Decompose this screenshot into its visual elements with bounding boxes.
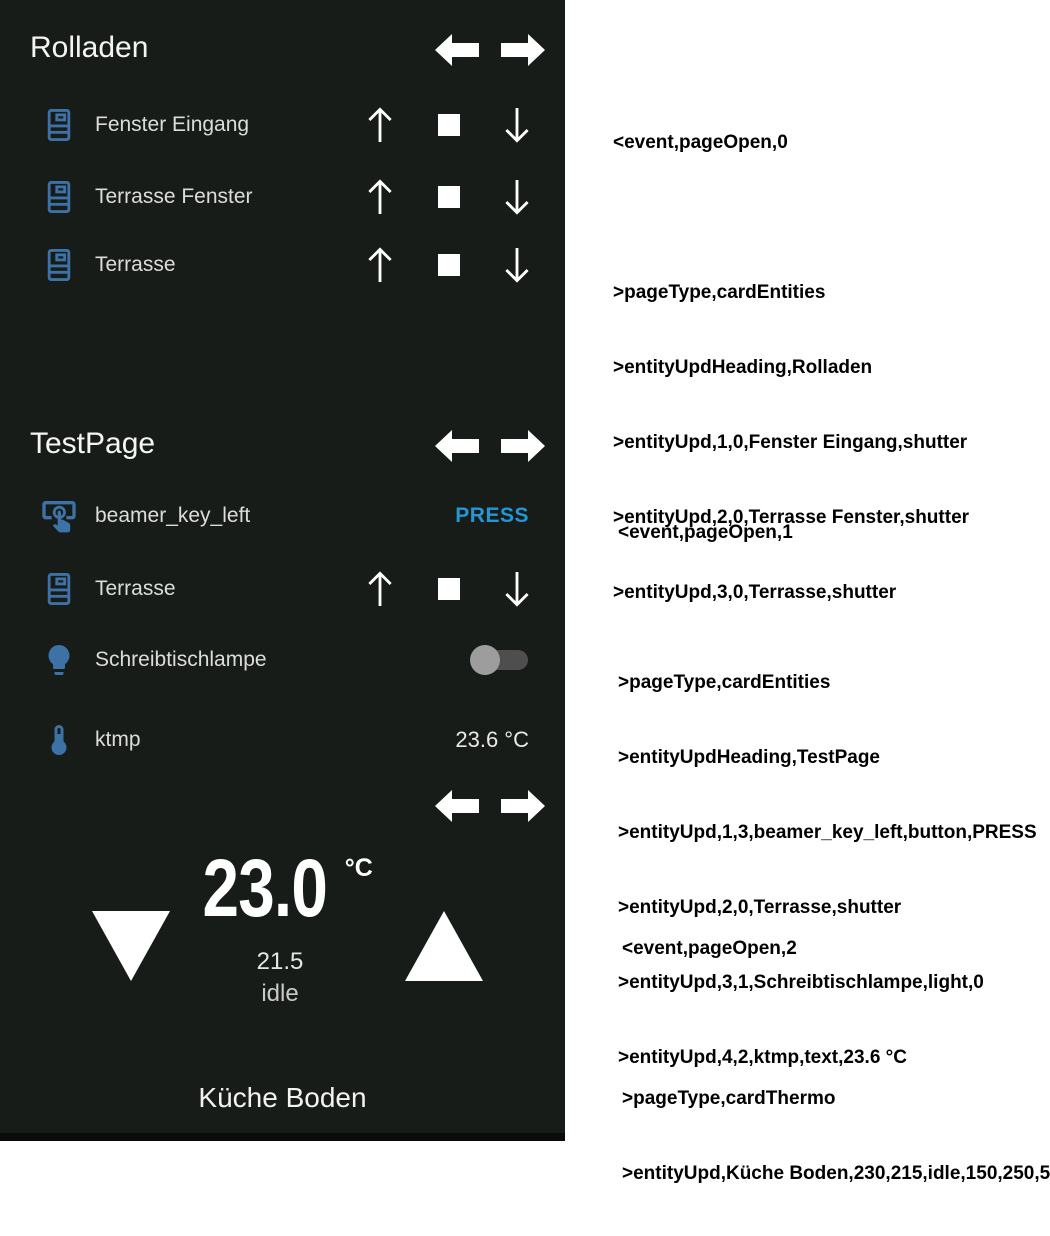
window-shutter-icon <box>40 106 78 144</box>
stop-icon <box>438 186 460 208</box>
page-prev-button[interactable] <box>435 31 479 69</box>
screen-bottom-edge <box>0 1133 565 1141</box>
stop-icon <box>438 114 460 136</box>
entity-name: Schreibtischlampe <box>95 648 267 671</box>
arrow-left-icon <box>435 787 479 825</box>
toggle-knob <box>470 645 500 675</box>
page-prev-button[interactable] <box>435 787 479 825</box>
arrow-down-icon <box>500 177 534 217</box>
log-line <box>618 595 1037 620</box>
stop-icon <box>438 254 460 276</box>
shutter-up-button[interactable] <box>360 104 400 146</box>
thermometer-icon <box>40 721 78 759</box>
log-line: >entityUpd,1,0,Fenster Eingang,shutter <box>613 432 968 453</box>
entity-name: Terrasse Fenster <box>95 185 253 208</box>
card-testpage <box>0 396 565 770</box>
arrow-right-icon <box>501 427 545 465</box>
shutter-stop-button[interactable] <box>429 244 469 286</box>
arrow-down-icon <box>500 569 534 609</box>
log-line: <event,pageOpen,1 <box>618 522 793 543</box>
entity-row <box>0 102 565 148</box>
hvac-state: idle <box>261 980 299 1007</box>
log-line: >pageType,cardThermo <box>622 1088 836 1109</box>
shutter-down-button[interactable] <box>497 244 537 286</box>
entity-row <box>0 242 565 288</box>
arrow-down-icon <box>500 245 534 285</box>
shutter-stop-button[interactable] <box>429 568 469 610</box>
arrow-right-icon <box>501 31 545 69</box>
page-title: Rolladen <box>30 31 149 64</box>
page-nav <box>435 31 545 69</box>
page-next-button[interactable] <box>501 31 545 69</box>
log-line: >pageType,cardEntities <box>618 672 831 693</box>
arrow-left-icon <box>435 427 479 465</box>
log-line: >entityUpd,3,0,Terrasse,shutter <box>613 582 897 603</box>
target-temperature: 21.5 <box>256 948 304 975</box>
arrow-up-icon <box>363 177 397 217</box>
entity-name: Fenster Eingang <box>95 113 250 136</box>
page-next-button[interactable] <box>501 427 545 465</box>
arrow-up-icon <box>363 105 397 145</box>
log-line: >entityUpd,2,0,Terrasse,shutter <box>618 897 902 918</box>
shutter-stop-button[interactable] <box>429 104 469 146</box>
window-shutter-icon <box>40 570 78 608</box>
shutter-stop-button[interactable] <box>429 176 469 218</box>
log-line <box>613 205 969 230</box>
entity-name: Terrasse <box>95 253 176 276</box>
arrow-down-icon <box>500 105 534 145</box>
log-line: >entityUpd,Küche Boden,230,215,idle,150,250,5 <box>622 1163 1050 1184</box>
page-nav <box>435 787 545 825</box>
shutter-up-button[interactable] <box>360 244 400 286</box>
entity-row <box>0 717 565 763</box>
entity-row <box>0 493 565 539</box>
page-next-button[interactable] <box>501 787 545 825</box>
shutter-down-button[interactable] <box>497 568 537 610</box>
page-nav <box>435 427 545 465</box>
text-entity-value: 23.6 °C <box>455 727 529 752</box>
log-line: >entityUpd,4,2,ktmp,text,23.6 °C <box>618 1047 907 1068</box>
card-rolladen <box>0 0 565 396</box>
entity-name: Terrasse <box>95 577 176 600</box>
nspanel-screen-column <box>0 0 565 1141</box>
shutter-up-button[interactable] <box>360 568 400 610</box>
log-line <box>622 1011 1050 1036</box>
shutter-down-button[interactable] <box>497 176 537 218</box>
temperature-unit: °C <box>344 854 373 882</box>
page-prev-button[interactable] <box>435 427 479 465</box>
entity-row <box>0 566 565 612</box>
arrow-up-icon <box>363 245 397 285</box>
window-shutter-icon <box>40 246 78 284</box>
log-line: >entityUpdHeading,Rolladen <box>613 357 873 378</box>
log-line: >entityUpd,3,1,Schreibtischlampe,light,0 <box>618 972 984 993</box>
window-shutter-icon <box>40 178 78 216</box>
entity-row <box>0 637 565 683</box>
entity-name: beamer_key_left <box>95 504 251 527</box>
card-thermo <box>0 770 565 1141</box>
arrow-up-icon <box>363 569 397 609</box>
log-line: <event,pageOpen,2 <box>622 938 797 959</box>
serial-log-pageopen-2 <box>622 886 1050 1236</box>
entity-name: ktmp <box>95 728 141 751</box>
light-toggle-off[interactable] <box>470 645 528 675</box>
page-title: TestPage <box>30 427 156 460</box>
log-line: >entityUpd,1,3,beamer_key_left,button,PRESS <box>618 822 1037 843</box>
shutter-up-button[interactable] <box>360 176 400 218</box>
arrow-left-icon <box>435 31 479 69</box>
gesture-tap-button-icon <box>40 497 78 535</box>
entity-row <box>0 174 565 220</box>
thermostat-title: Küche Boden <box>198 1082 367 1113</box>
log-line: >entityUpd,2,0,Terrasse Fenster,shutter <box>613 507 970 528</box>
press-button[interactable]: PRESS <box>455 493 529 539</box>
shutter-down-button[interactable] <box>497 104 537 146</box>
log-line: >pageType,cardEntities <box>613 282 826 303</box>
current-temperature-value: 23.0 <box>202 843 328 934</box>
arrow-right-icon <box>501 787 545 825</box>
log-line: <event,pageOpen,0 <box>613 132 788 153</box>
log-line: >entityUpdHeading,TestPage <box>618 747 881 768</box>
lightbulb-icon <box>40 641 78 679</box>
stop-icon <box>438 578 460 600</box>
